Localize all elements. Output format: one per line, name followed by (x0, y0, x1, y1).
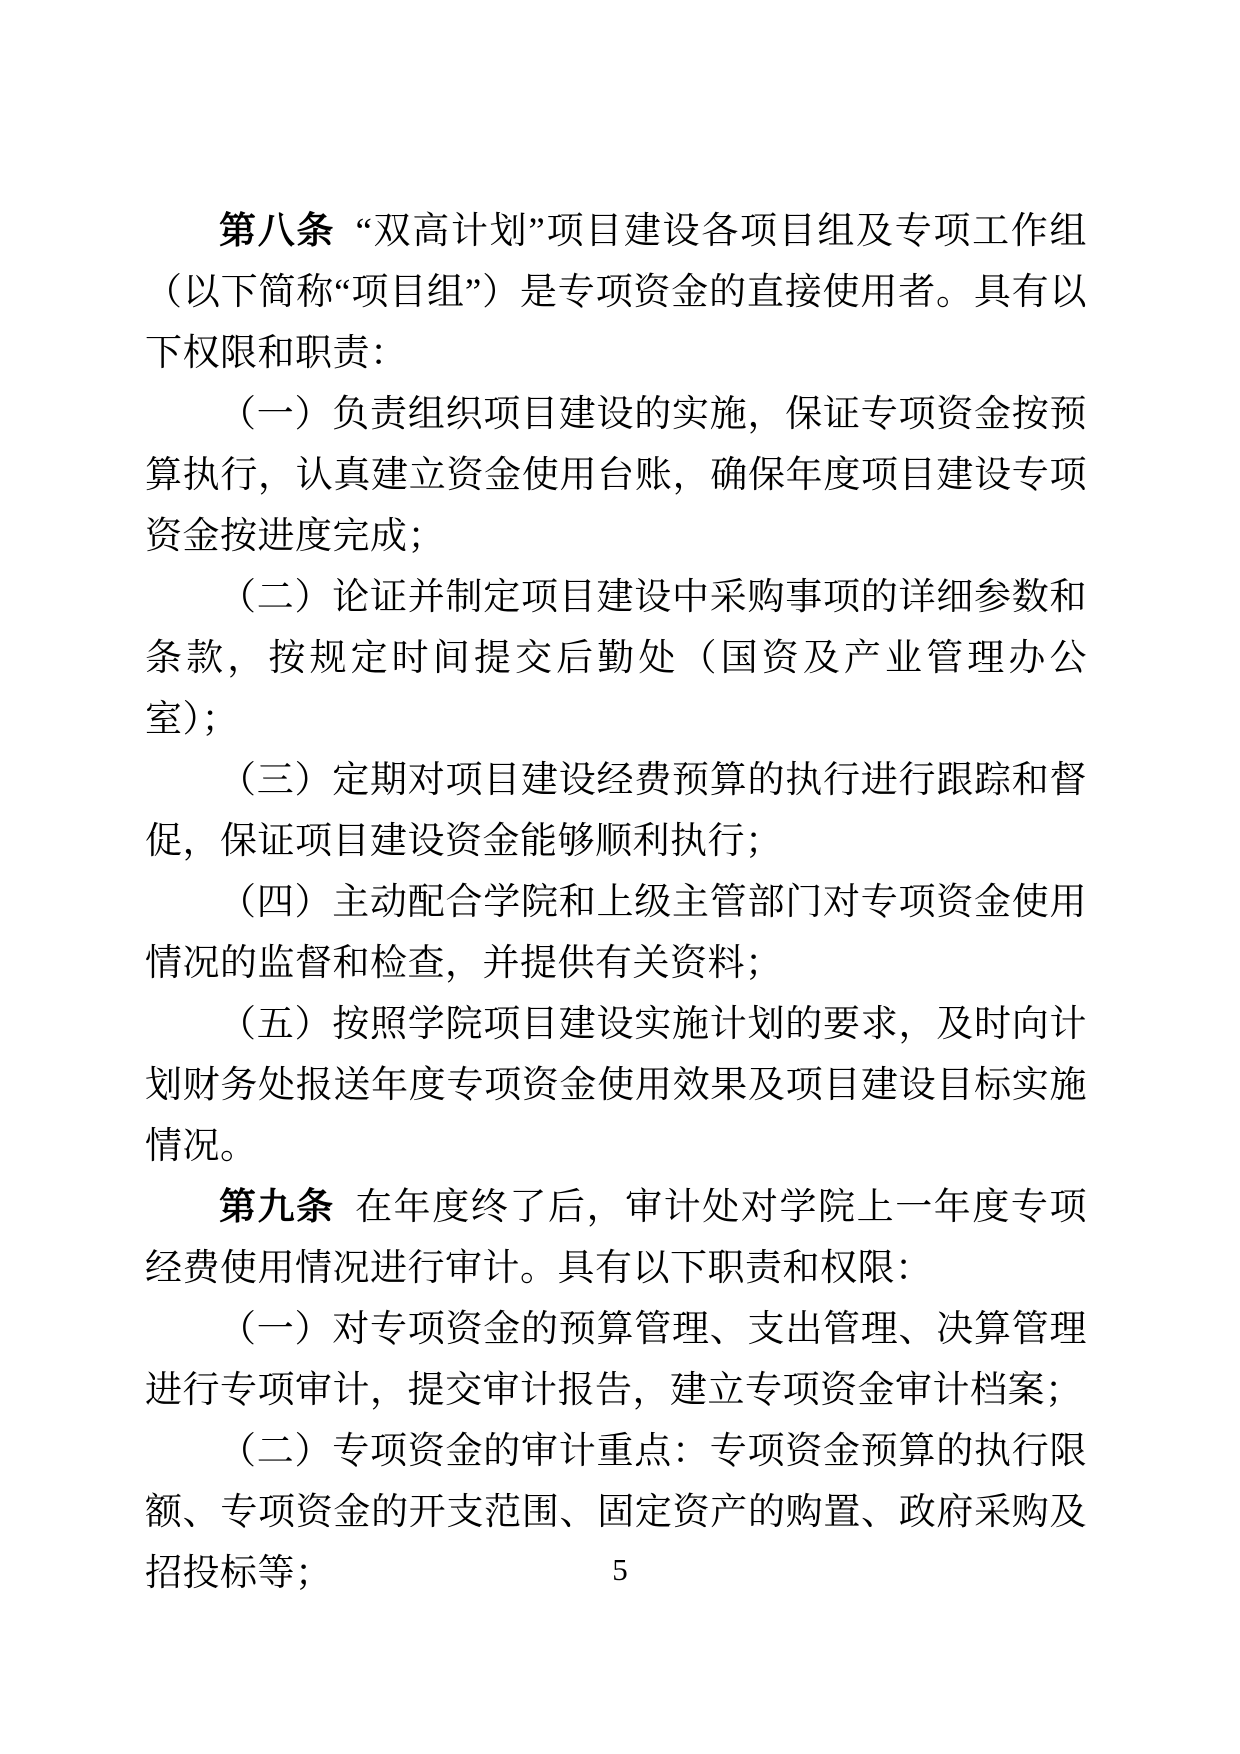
article-9-number: 第九条 (219, 1187, 335, 1228)
item-6-text: （一）对专项资金的预算管理、支出管理、决算管理进行专项审计，提交审计报告，建立专项资金审计档案； (145, 1309, 1087, 1411)
item-5-text: （五）按照学院项目建设实施计划的要求，及时向计划财务处报送年度专项资金使用效果及项目建设目标实施情况。 (145, 1004, 1087, 1167)
paragraph-item-1 (145, 384, 1087, 567)
article-8-number: 第八条 (219, 211, 336, 252)
document-body (145, 201, 1087, 1604)
paragraph-article-8 (145, 201, 1087, 384)
paragraph-item-2 (145, 567, 1087, 750)
paragraph-article-9 (145, 1177, 1087, 1299)
item-7-text: （二）专项资金的审计重点：专项资金预算的执行限额、专项资金的开支范围、固定资产的购置、政府采购及招投标等； (145, 1431, 1087, 1594)
paragraph-item-6 (145, 1299, 1087, 1421)
paragraph-item-5 (145, 994, 1087, 1177)
page-number: 5 (612, 1552, 628, 1587)
item-4-text: （四）主动配合学院和上级主管部门对专项资金使用情况的监督和检查，并提供有关资料； (145, 882, 1087, 984)
paragraph-item-4 (145, 872, 1087, 994)
article-8-text: “双高计划”项目建设各项目组及专项工作组（以下简称“项目组”）是专项资金的直接使用者。具有以下权限和职责： (145, 211, 1088, 374)
item-2-text: （二）论证并制定项目建设中采购事项的详细参数和条款，按规定时间提交后勤处（国资及产业管理办公室）； (145, 577, 1087, 740)
item-1-text: （一）负责组织项目建设的实施，保证专项资金按预算执行，认真建立资金使用台账，确保年度项目建设专项资金按进度完成； (145, 394, 1087, 557)
paragraph-item-3 (145, 750, 1087, 872)
article-9-text: 在年度终了后，审计处对学院上一年度专项经费使用情况进行审计。具有以下职责和权限： (145, 1187, 1088, 1289)
item-3-text: （三）定期对项目建设经费预算的执行进行跟踪和督促，保证项目建设资金能够顺利执行； (145, 760, 1087, 862)
